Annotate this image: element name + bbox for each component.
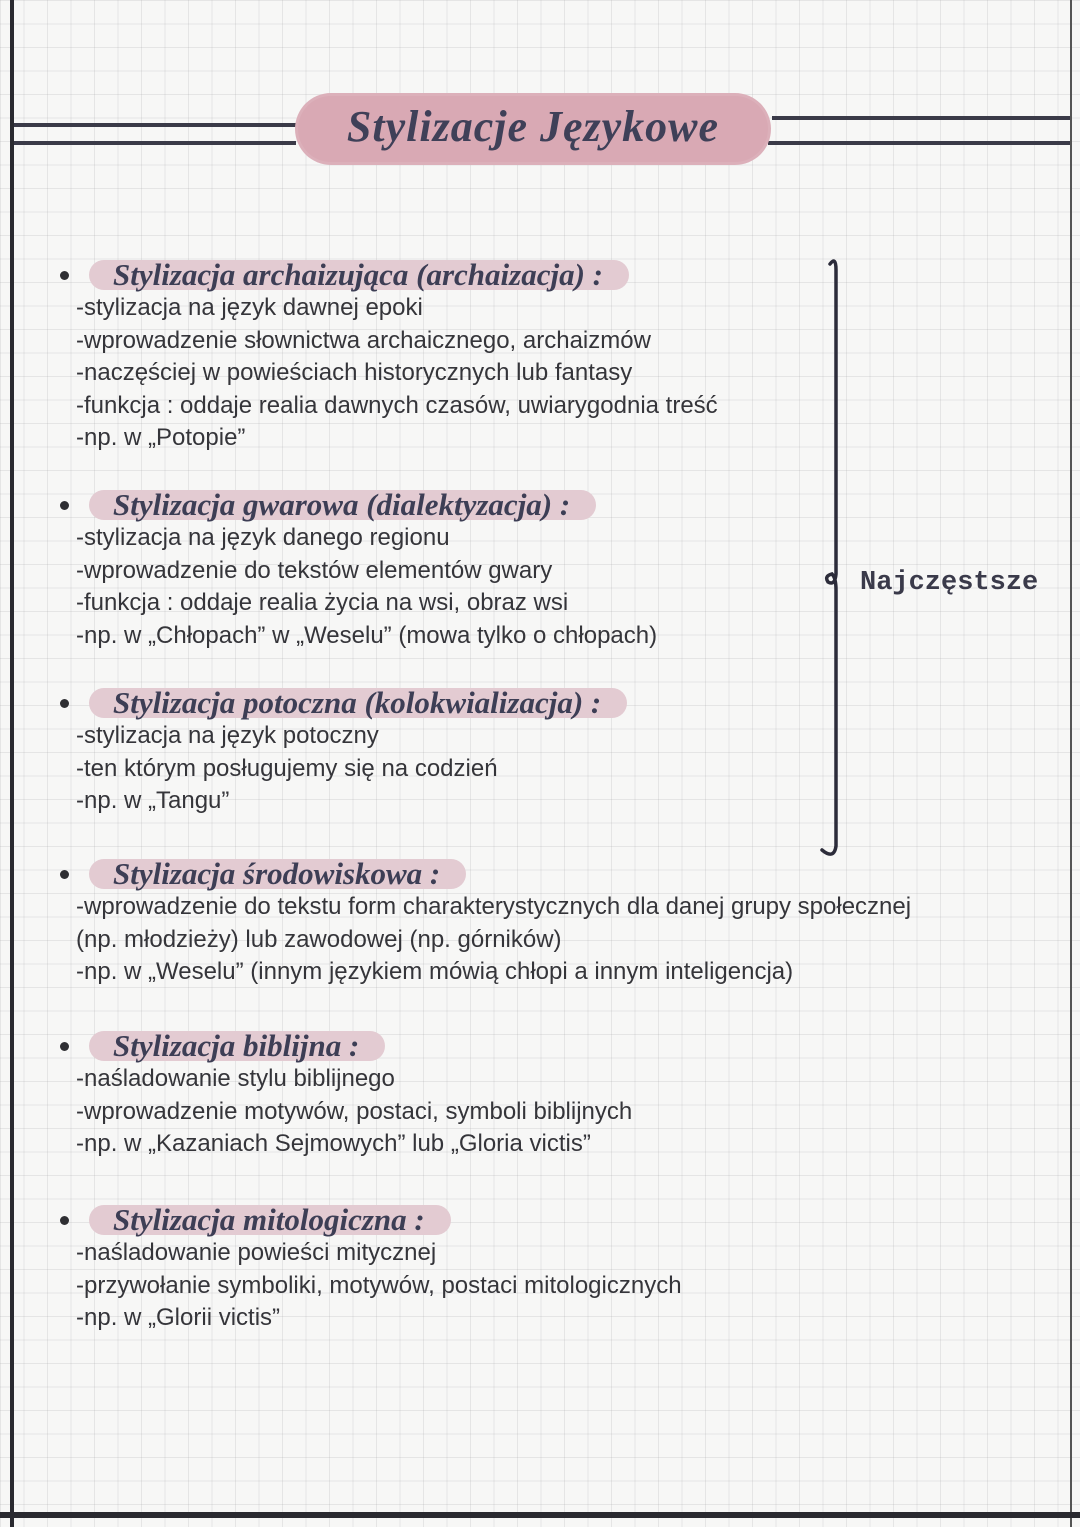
section bbox=[60, 1029, 632, 1161]
section-line: -np. w „Kazaniach Sejmowych” lub „Gloria victis” bbox=[76, 1130, 591, 1157]
section-heading-row bbox=[60, 857, 911, 891]
section bbox=[60, 857, 911, 989]
bullet-icon bbox=[60, 1042, 69, 1051]
title-rule bbox=[768, 141, 1070, 145]
section-line: -np. w „Chłopach” w „Weselu” (mowa tylko o chłopach) bbox=[76, 621, 658, 649]
bullet-icon bbox=[60, 870, 69, 879]
section-line: -naczęściej w powieściach historycznych lub fantasy bbox=[76, 359, 633, 386]
section-heading: Stylizacja gwarowa (dialektyzacja) : bbox=[89, 490, 596, 520]
section-heading-row bbox=[60, 488, 657, 522]
section-heading-row bbox=[60, 1203, 682, 1237]
section-line: -wprowadzenie do tekstu form charakterystycznych dla danej grupy społecznej bbox=[76, 893, 912, 920]
section bbox=[60, 1203, 682, 1335]
section-heading-row bbox=[60, 686, 627, 720]
section bbox=[60, 258, 718, 455]
section-line: -ten którym posługujemy się na codzień bbox=[76, 754, 498, 782]
bullet-icon bbox=[60, 1216, 69, 1225]
section-line: -stylizacja na język dawnej epoki bbox=[76, 294, 423, 321]
section-line: -wprowadzenie do tekstów elementów gwary bbox=[76, 556, 553, 584]
section-line: -funkcja : oddaje realia życia na wsi, obraz wsi bbox=[76, 589, 569, 616]
page-edge-left bbox=[10, 0, 14, 1527]
section-line: (np. młodzieży) lub zawodowej (np. górników) bbox=[76, 925, 562, 953]
bullet-icon bbox=[60, 699, 69, 708]
section-heading: Stylizacja potoczna (kolokwializacja) : bbox=[89, 688, 627, 718]
section-line: -np. w „Glorii victis” bbox=[76, 1304, 281, 1331]
section-line: -np. w „Potopie” bbox=[76, 424, 246, 451]
title-rule bbox=[772, 116, 1070, 120]
section-heading: Stylizacja środowiskowa : bbox=[89, 859, 466, 889]
section-heading: Stylizacja mitologiczna : bbox=[89, 1205, 451, 1235]
section-line: -naśladowanie powieści mitycznej bbox=[76, 1239, 437, 1266]
page-edge-bottom bbox=[0, 1512, 1080, 1518]
section-line: -stylizacja na język danego regionu bbox=[76, 524, 450, 551]
section bbox=[60, 488, 657, 652]
section-heading-row bbox=[60, 258, 718, 292]
section-line: -naśladowanie stylu biblijnego bbox=[76, 1065, 395, 1092]
section-line: -np. w „Tangu” bbox=[76, 787, 230, 814]
section-line: -funkcja : oddaje realia dawnych czasów, uwiarygodnia treść bbox=[76, 391, 718, 419]
section-line: -wprowadzenie słownictwa archaicznego, archaizmów bbox=[76, 326, 651, 354]
curly-brace-icon bbox=[818, 256, 858, 866]
page-edge-right bbox=[1070, 0, 1072, 1527]
section bbox=[60, 686, 627, 818]
page-title: Stylizacje Językowe bbox=[298, 96, 768, 162]
bullet-icon bbox=[60, 501, 69, 510]
section-line: -stylizacja na język potoczny bbox=[76, 722, 379, 749]
bullet-icon bbox=[60, 271, 69, 280]
section-line: -wprowadzenie motywów, postaci, symboli biblijnych bbox=[76, 1097, 633, 1125]
section-line: -np. w „Weselu” (innym językiem mówią chłopi a innym inteligencja) bbox=[76, 958, 794, 985]
section-heading: Stylizacja biblijna : bbox=[89, 1031, 385, 1061]
title-rule bbox=[14, 123, 296, 127]
title-rule bbox=[14, 141, 296, 145]
section-line: -przywołanie symboliki, motywów, postaci mitologicznych bbox=[76, 1271, 682, 1299]
section-heading-row bbox=[60, 1029, 632, 1063]
brace-label: Najczęstsze bbox=[860, 568, 1039, 598]
section-heading: Stylizacja archaizująca (archaizacja) : bbox=[89, 260, 629, 290]
